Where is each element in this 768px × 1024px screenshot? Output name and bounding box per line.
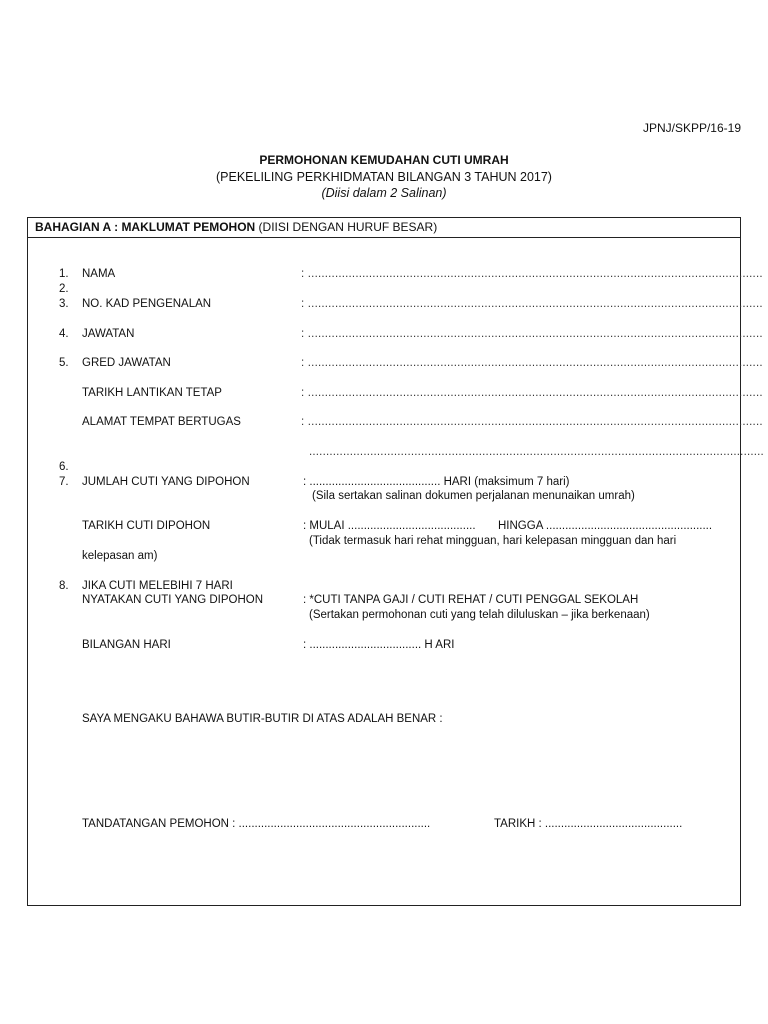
note-jenis-cuti: (Sertakan permohonan cuti yang telah diluluskan – jika berkenaan): [309, 609, 650, 621]
label-alamat: ALAMAT TEMPAT BERTUGAS: [82, 416, 241, 428]
label-gred: GRED JAWATAN: [82, 357, 171, 369]
field-mulai[interactable]: : MULAI ........................................: [303, 520, 476, 532]
item-number-4: 4.: [59, 328, 69, 340]
field-jumlah-cuti[interactable]: : ......................................... HARI (maksimum 7 hari): [303, 476, 570, 488]
item-number-6: 6.: [59, 461, 69, 473]
form-subtitle: (PEKELILING PERKHIDMATAN BILANGAN 3 TAHUN 2017): [216, 170, 552, 184]
item-number-3: 3.: [59, 298, 69, 310]
field-alamat[interactable]: : ......................................................................................................................................: [301, 416, 763, 428]
item-number-2: 2.: [59, 283, 69, 295]
field-tarikh-sign[interactable]: TARIKH : ...........................................: [494, 818, 683, 830]
note-jumlah-cuti: (Sila sertakan salinan dokumen perjalanan menunaikan umrah): [312, 490, 635, 502]
section-a-heading: BAHAGIAN A : MAKLUMAT PEMOHON: [35, 220, 256, 234]
label-bilangan-hari: BILANGAN HARI: [82, 639, 171, 651]
form-title: PERMOHONAN KEMUDAHAN CUTI UMRAH: [259, 153, 509, 167]
note-kelepasan: kelepasan am): [82, 550, 158, 562]
field-gred[interactable]: : ......................................................................................................................................: [301, 357, 763, 369]
copies-note: (Diisi dalam 2 Salinan): [321, 186, 447, 200]
field-tandatangan[interactable]: TANDATANGAN PEMOHON : ............................................................: [82, 818, 431, 830]
section-a-heading-note: (DIISI DENGAN HURUF BESAR): [255, 220, 438, 234]
field-hingga[interactable]: HINGGA ....................................................: [498, 520, 713, 532]
field-ic[interactable]: : ......................................................................................................................................: [301, 298, 763, 310]
item-number-8: 8.: [59, 580, 69, 592]
item-number-7: 7.: [59, 476, 69, 488]
label-nama: NAMA: [82, 268, 116, 280]
label-jumlah-cuti: JUMLAH CUTI YANG DIPOHON: [82, 476, 250, 488]
label-ic: NO. KAD PENGENALAN: [82, 298, 212, 310]
field-alamat-line2[interactable]: ......................................................................................................................................: [309, 446, 764, 458]
label-jawatan: JAWATAN: [82, 328, 135, 340]
note-tarikh-cuti: (Tidak termasuk hari rehat mingguan, hari kelepasan mingguan dan hari: [309, 535, 677, 547]
item-number-5: 5.: [59, 357, 69, 369]
field-nama[interactable]: : ......................................................................................................................................: [301, 268, 763, 280]
label-nyatakan: NYATAKAN CUTI YANG DIPOHON: [82, 594, 264, 606]
reference-code: JPNJ/SKPP/16-19: [642, 121, 741, 135]
label-jika-cuti: JIKA CUTI MELEBIHI 7 HARI: [82, 580, 233, 592]
declaration-text: SAYA MENGAKU BAHAWA BUTIR-BUTIR DI ATAS ADALAH BENAR :: [82, 713, 443, 725]
field-bilangan-hari[interactable]: : ................................... H ARI: [303, 639, 455, 651]
section-a-header: [28, 218, 740, 238]
field-jawatan[interactable]: : ......................................................................................................................................: [301, 328, 763, 340]
label-tarikh-lantikan: TARIKH LANTIKAN TETAP: [82, 387, 222, 399]
field-jenis-cuti[interactable]: : *CUTI TANPA GAJI / CUTI REHAT / CUTI PENGGAL SEKOLAH: [303, 594, 639, 606]
item-number-1: 1.: [59, 268, 69, 280]
label-tarikh-cuti: TARIKH CUTI DIPOHON: [82, 520, 211, 532]
field-tarikh-lantikan[interactable]: : ......................................................................................................................................: [301, 387, 763, 399]
